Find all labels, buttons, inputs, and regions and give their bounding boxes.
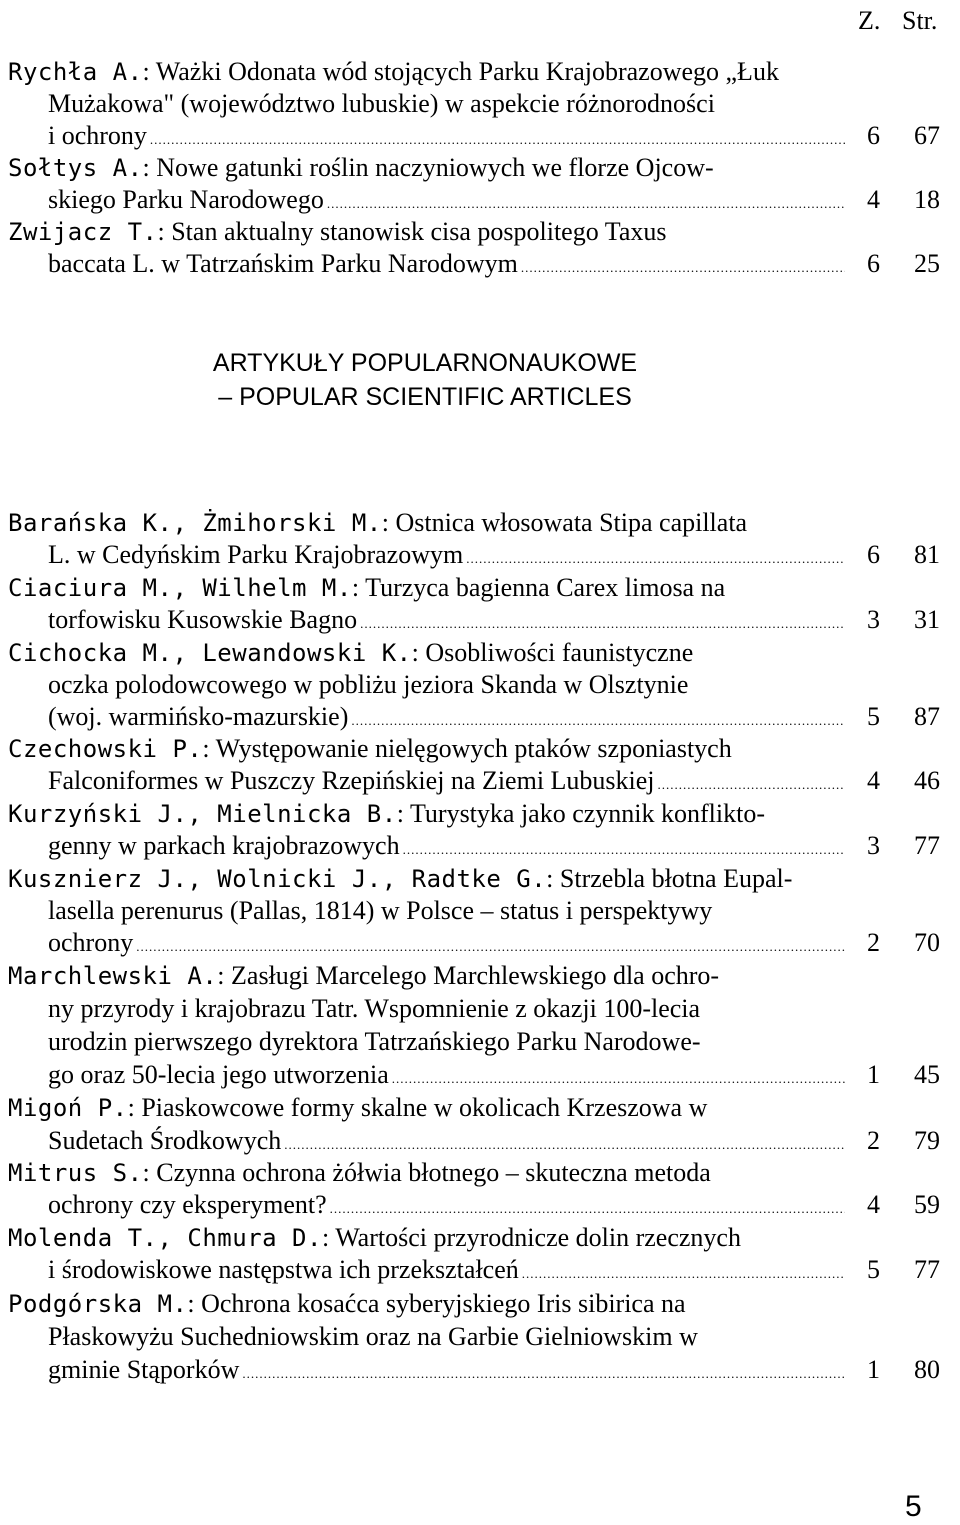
entry-issue: 2 (867, 1126, 880, 1155)
entry-author: Podgórska M. (8, 1290, 188, 1318)
entry-title-line: Sudetach Środkowych (48, 1126, 282, 1155)
entry-title-line: Płaskowyżu Suchedniowskim oraz na Garbie Gielniowskim w (48, 1322, 698, 1351)
toc-entry-line (8, 507, 848, 539)
entry-title-line: L. w Cedyńskim Parku Krajobrazowym (48, 540, 464, 569)
section-title: ARTYKUŁY POPULARNONAUKOWE (212, 349, 638, 377)
toc-entry-line (8, 798, 848, 830)
entry-title-line: : Strzebla błotna Eupal- (546, 864, 793, 893)
entry-issue: 3 (867, 605, 880, 634)
toc-entry-line (8, 733, 848, 765)
entry-issue: 6 (867, 249, 880, 278)
entry-author: Cichocka M., Lewandowski K. (8, 639, 412, 667)
toc-entry-line (8, 56, 848, 88)
entry-page: 25 (914, 249, 940, 278)
entry-title-line: genny w parkach krajobrazowych (48, 831, 400, 860)
entry-author: Marchlewski A. (8, 962, 218, 990)
entry-issue: 1 (867, 1060, 880, 1089)
toc-entry-line (48, 1254, 848, 1286)
entry-issue: 4 (867, 185, 880, 214)
entry-author: Mitrus S. (8, 1159, 143, 1187)
toc-entry-line (8, 1222, 848, 1254)
entry-title-line: : Występowanie nielęgowych ptaków szponiastych (202, 734, 732, 763)
section-subtitle: – POPULAR SCIENTIFIC ARTICLES (218, 383, 632, 411)
entry-title-line: i środowiskowe następstwa ich przekształceń (48, 1255, 519, 1284)
toc-entry-line (48, 830, 848, 862)
toc-entry-line (8, 960, 848, 992)
toc-entry-line (8, 216, 848, 248)
column-header-page: Str. (902, 6, 938, 35)
toc-entry-line (48, 765, 848, 797)
entry-title-line: : Nowe gatunki roślin naczyniowych we florze Ojcow- (142, 153, 714, 182)
dot-leader (466, 543, 845, 575)
entry-author: Ciaciura M., Wilhelm M. (8, 574, 352, 602)
toc-entry-line (48, 701, 848, 733)
toc-entry-line (8, 152, 848, 184)
entry-page: 45 (914, 1060, 940, 1089)
dot-leader (242, 1358, 845, 1390)
dot-leader (330, 1193, 845, 1225)
entry-title-line: : Osobliwości faunistyczne (411, 638, 694, 667)
toc-entry-line (8, 572, 848, 604)
toc-entry-line (48, 184, 848, 216)
entry-author: Kurzyński J., Mielnicka B. (8, 800, 397, 828)
entry-title-line: Mużakowa" (województwo lubuskie) w aspekcie różnorodności (48, 89, 715, 118)
entry-title-line: : Piaskowcowe formy skalne w okolicach Krzeszowa w (127, 1093, 708, 1122)
toc-entry-line (8, 1157, 848, 1189)
toc-entry-line (48, 539, 848, 571)
entry-title-line: Falconiformes w Puszczy Rzepińskiej na Ziemi Lubuskiej (48, 766, 655, 795)
toc-entry-line (8, 637, 848, 669)
entry-title-line: : Ochrona kosaćca syberyjskiego Iris sibirica na (187, 1289, 686, 1318)
toc-entry-line (8, 1288, 848, 1320)
entry-title-line: skiego Parku Narodowego (48, 185, 324, 214)
entry-issue: 6 (867, 121, 880, 150)
entry-author: Rychła A. (8, 58, 143, 86)
toc-entry-line (8, 1092, 848, 1124)
column-header-issue: Z. (858, 6, 881, 35)
entry-title-line: torfowisku Kusowskie Bagno (48, 605, 358, 634)
entry-title-line: : Turystyka jako czynnik konflikto- (396, 799, 766, 828)
entry-title-line: lasella perenurus (Pallas, 1814) w Polsce – status i perspektywy (48, 896, 713, 925)
entry-page: 31 (914, 605, 940, 634)
entry-author: Zwijacz T. (8, 218, 158, 246)
entry-title-line: go oraz 50-lecia jego utworzenia (48, 1060, 389, 1089)
entry-page: 59 (914, 1190, 940, 1219)
entry-issue: 3 (867, 831, 880, 860)
entry-title-line: i ochrony (48, 121, 147, 150)
dot-leader (360, 608, 845, 640)
entry-title-line: : Czynna ochrona żółwia błotnego – skuteczna metoda (142, 1158, 711, 1187)
entry-author: Sołtys A. (8, 154, 143, 182)
toc-entry-line (48, 1189, 848, 1221)
dot-leader (522, 1258, 845, 1290)
dot-leader (403, 834, 845, 866)
entry-title-line: baccata L. w Tatrzańskim Parku Narodowym (48, 249, 518, 278)
entry-author: Barańska K., Żmihorski M. (8, 509, 382, 537)
entry-title-line: ny przyrody i krajobrazu Tatr. Wspomnienie z okazji 100-lecia (48, 994, 701, 1023)
entry-page: 46 (914, 766, 940, 795)
dot-leader (392, 1063, 845, 1095)
entry-author: Migoń P. (8, 1094, 128, 1122)
entry-title-line: : Ważki Odonata wód stojących Parku Krajobrazowego „Łuk (142, 57, 779, 86)
entry-title-line: : Turzyca bagienna Carex limosa na (351, 573, 726, 602)
toc-entry-line (8, 863, 848, 895)
entry-author: Kusznierz J., Wolnicki J., Radtke G. (8, 865, 547, 893)
toc-entry-line (48, 927, 848, 959)
entry-title-line: : Ostnica włosowata Stipa capillata (381, 508, 748, 537)
toc-entry-line (48, 120, 848, 152)
toc-entry-line (48, 1059, 848, 1091)
entry-issue: 6 (867, 540, 880, 569)
entry-issue: 5 (867, 702, 880, 731)
entry-page: 70 (914, 928, 940, 957)
toc-entry-line (48, 1125, 848, 1157)
entry-title-line: : Zasługi Marcelego Marchlewskiego dla ochro- (217, 961, 720, 990)
entry-title-line: : Stan aktualny stanowisk cisa pospolitego Taxus (157, 217, 667, 246)
entry-title-line: urodzin pierwszego dyrektora Tatrzańskiego Parku Narodowe- (48, 1027, 701, 1056)
entry-issue: 4 (867, 1190, 880, 1219)
entry-issue: 1 (867, 1355, 880, 1384)
dot-leader (521, 252, 845, 284)
toc-entry-line (48, 1354, 848, 1386)
entry-title-line: ochrony czy eksperyment? (48, 1190, 327, 1219)
entry-author: Czechowski P. (8, 735, 203, 763)
entry-page: 81 (914, 540, 940, 569)
entry-page: 18 (914, 185, 940, 214)
entry-page: 79 (914, 1126, 940, 1155)
toc-entry-line (48, 604, 848, 636)
entry-page: 77 (914, 831, 940, 860)
entry-page: 77 (914, 1255, 940, 1284)
entry-page: 80 (914, 1355, 940, 1384)
entry-issue: 4 (867, 766, 880, 795)
entry-title-line: ochrony (48, 928, 134, 957)
entry-page: 87 (914, 702, 940, 731)
dot-leader (136, 931, 845, 963)
dot-leader (658, 769, 845, 801)
entry-title-line: gminie Stąporków (48, 1355, 240, 1384)
entry-title-line: (woj. warmińsko-mazurskie) (48, 702, 349, 731)
toc-entry-line (48, 248, 848, 280)
entry-title-line: : Wartości przyrodnicze dolin rzecznych (321, 1223, 741, 1252)
entry-author: Molenda T., Chmura D. (8, 1224, 322, 1252)
entry-issue: 2 (867, 928, 880, 957)
entry-page: 67 (914, 121, 940, 150)
page-number: 5 (905, 1490, 922, 1523)
entry-issue: 5 (867, 1255, 880, 1284)
entry-title-line: oczka polodowcowego w pobliżu jeziora Skanda w Olsztynie (48, 670, 689, 699)
